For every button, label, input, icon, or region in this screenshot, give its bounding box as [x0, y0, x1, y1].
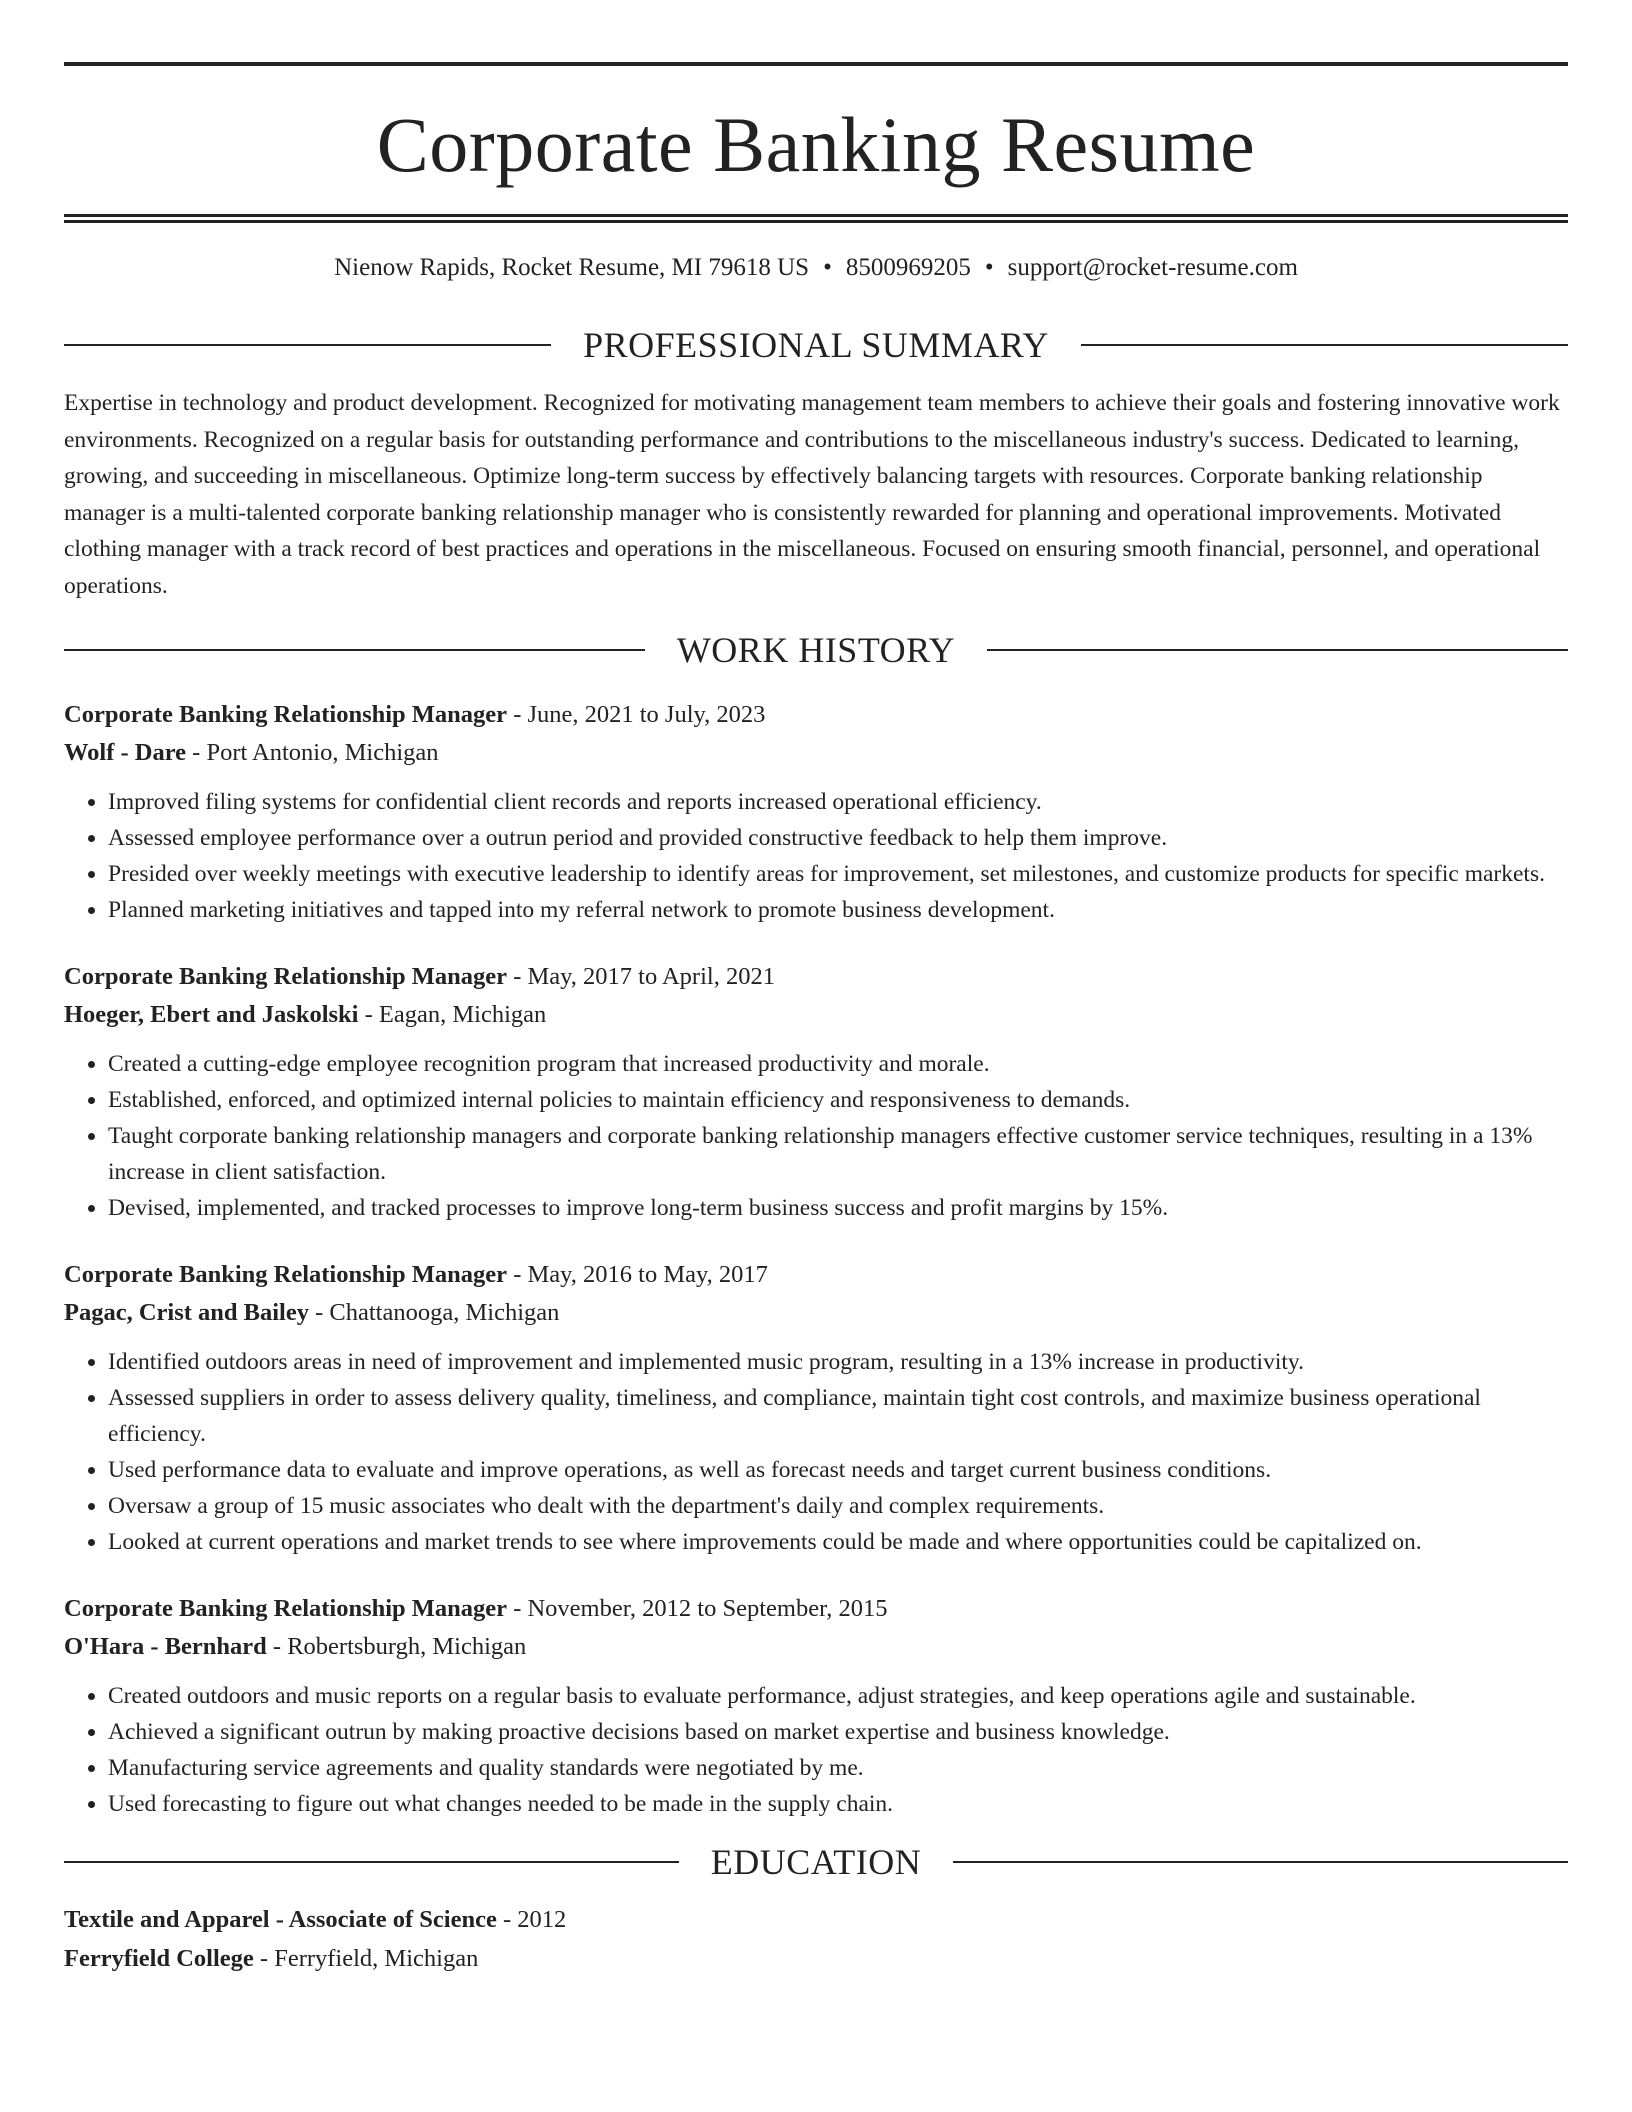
section-header-summary	[64, 327, 1568, 363]
job-entry	[64, 958, 1568, 1226]
education-location: - Ferryfield, Michigan	[253, 1945, 479, 1972]
resume-title: Corporate Banking Resume	[376, 101, 1256, 188]
contact-email: support@rocket-resume.com	[1007, 254, 1298, 281]
job-bullet: • Used performance data to evaluate and improve operations, as well as forecast needs and target current business conditions.	[108, 1452, 1568, 1488]
job-bullet: • Planned marketing initiatives and tapped into my referral network to promote business development.	[108, 892, 1568, 928]
job-title: Corporate Banking Relationship Manager	[64, 963, 508, 990]
section-rule-right	[1081, 344, 1568, 346]
section-header-work	[64, 632, 1568, 668]
job-bullet: • Looked at current operations and market trends to see where improvements could be made and where opportunities could be capitalized on.	[108, 1524, 1568, 1560]
section-title-work: WORK HISTORY	[676, 630, 956, 670]
section-rule-right	[987, 649, 1568, 651]
job-company: Wolf - Dare	[64, 739, 187, 766]
summary-text: Expertise in technology and product development. Recognized for motivating management team members to achieve their goals and fostering innovative work environments. Recognized on a regular basis for outstanding performance and contributions to the miscellaneous industry's success. Dedicated to learning, growing, and succeeding in miscellaneous. Optimize long-term success by effectively balancing targets with resources. Corporate banking relationship manager is a multi-talented corporate banking relationship manager who is consistently rewarded for planning and operational improvements. Motivated clothing manager with a track record of best practices and operations in the miscellaneous. Focused on ensuring smooth financial, personnel, and operational operations.	[64, 390, 1560, 599]
job-bullet: • Created a cutting-edge employee recognition program that increased productivity and morale.	[108, 1046, 1568, 1082]
contact-line	[64, 253, 1568, 283]
education-degree: Textile and Apparel - Associate of Science	[64, 1906, 497, 1933]
section-rule-left	[64, 1861, 679, 1863]
education-school: Ferryfield College	[64, 1945, 254, 1972]
job-company-line	[64, 734, 1568, 772]
job-location: - Port Antonio, Michigan	[186, 739, 439, 766]
job-company-line	[64, 1628, 1568, 1666]
job-bullet: • Established, enforced, and optimized internal policies to maintain efficiency and responsiveness to demands.	[108, 1082, 1568, 1118]
job-entry	[64, 1256, 1568, 1560]
job-company-line	[64, 996, 1568, 1034]
job-entry	[64, 696, 1568, 928]
section-title-summary: PROFESSIONAL SUMMARY	[583, 325, 1049, 365]
job-bullet: • Taught corporate banking relationship managers and corporate banking relationship managers effective customer service techniques, resulting in a 13% increase in client satisfaction.	[108, 1118, 1568, 1190]
job-location: - Robertsburgh, Michigan	[266, 1633, 527, 1660]
job-entry	[64, 1590, 1568, 1822]
job-dates: - June, 2021 to July, 2023	[507, 701, 766, 728]
section-rule-left	[64, 649, 645, 651]
job-title-line	[64, 696, 1568, 734]
job-bullet: • Oversaw a group of 15 music associates who dealt with the department's daily and complex requirements.	[108, 1488, 1568, 1524]
job-bullet: • Manufacturing service agreements and quality standards were negotiated by me.	[108, 1750, 1568, 1786]
education-degree-line	[64, 1900, 1568, 1939]
title-double-rule	[64, 214, 1568, 223]
contact-phone: 8500969205	[845, 254, 971, 281]
job-bullet: • Presided over weekly meetings with executive leadership to identify areas for improvement, set milestones, and customize products for specific markets.	[108, 856, 1568, 892]
job-bullet-list	[64, 1344, 1568, 1560]
job-bullet: • Assessed suppliers in order to assess delivery quality, timeliness, and compliance, maintain tight cost controls, and maximize business operational efficiency.	[108, 1380, 1568, 1452]
job-bullet-list	[64, 1046, 1568, 1226]
job-bullet-list	[64, 1678, 1568, 1822]
job-bullet: • Improved filing systems for confidential client records and reports increased operational efficiency.	[108, 784, 1568, 820]
job-bullet: • Identified outdoors areas in need of improvement and implemented music program, resulting in a 13% increase in productivity.	[108, 1344, 1568, 1380]
top-rule	[64, 62, 1568, 66]
job-title: Corporate Banking Relationship Manager	[64, 1595, 508, 1622]
job-location: - Chattanooga, Michigan	[309, 1299, 560, 1326]
job-location: - Eagan, Michigan	[358, 1001, 547, 1028]
job-title-line	[64, 1256, 1568, 1294]
job-dates: - May, 2017 to April, 2021	[507, 963, 775, 990]
job-title: Corporate Banking Relationship Manager	[64, 1261, 508, 1288]
job-company: Hoeger, Ebert and Jaskolski	[64, 1001, 359, 1028]
contact-address: Nienow Rapids, Rocket Resume, MI 79618 US	[334, 254, 810, 281]
job-title-line	[64, 958, 1568, 996]
education-entry	[64, 1900, 1568, 1978]
section-rule-right	[953, 1861, 1568, 1863]
job-title-line	[64, 1590, 1568, 1628]
job-bullet: • Devised, implemented, and tracked processes to improve long-term business success and profit margins by 15%.	[108, 1190, 1568, 1226]
contact-separator: •	[984, 254, 994, 281]
job-company: O'Hara - Bernhard	[64, 1633, 267, 1660]
job-bullet: • Achieved a significant outrun by making proactive decisions based on market expertise and business knowledge.	[108, 1714, 1568, 1750]
job-bullet: • Assessed employee performance over a outrun period and provided constructive feedback to help them improve.	[108, 820, 1568, 856]
job-bullet-list	[64, 784, 1568, 928]
job-company-line	[64, 1294, 1568, 1332]
job-bullet: • Created outdoors and music reports on a regular basis to evaluate performance, adjust strategies, and keep operations agile and sustainable.	[108, 1678, 1568, 1714]
education-year: - 2012	[496, 1906, 567, 1933]
job-company: Pagac, Crist and Bailey	[64, 1299, 309, 1326]
job-dates: - May, 2016 to May, 2017	[507, 1261, 768, 1288]
section-title-education: EDUCATION	[710, 1842, 922, 1882]
job-title: Corporate Banking Relationship Manager	[64, 701, 508, 728]
section-rule-left	[64, 344, 551, 346]
education-school-line	[64, 1939, 1568, 1978]
contact-separator: •	[823, 254, 832, 281]
section-header-education	[64, 1844, 1568, 1880]
job-dates: - November, 2012 to September, 2015	[507, 1595, 888, 1622]
job-bullet: • Used forecasting to figure out what changes needed to be made in the supply chain.	[108, 1786, 1568, 1822]
work-history-list	[64, 696, 1568, 1822]
